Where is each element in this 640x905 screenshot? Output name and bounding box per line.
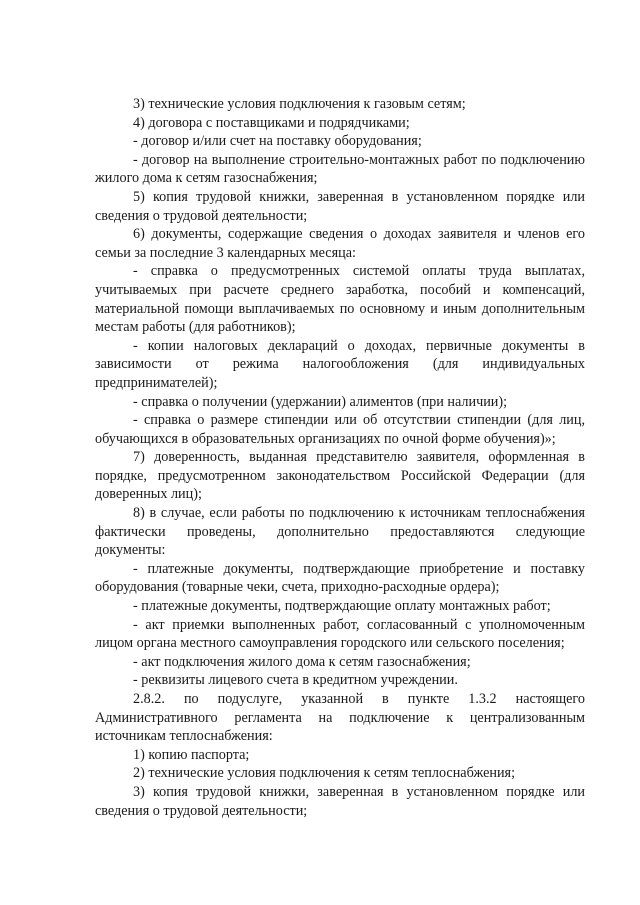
paragraph: - копии налоговых деклараций о доходах, первичные документы в зависимости от режима налогообложения (для индивидуальных предпринимателей); — [95, 337, 585, 391]
paragraph: 3) технические условия подключения к газовым сетям; — [133, 96, 466, 112]
paragraph: 3) копия трудовой книжки, заверенная в установленном порядке или сведения о трудовой деятельности; — [95, 783, 585, 819]
paragraph: 6) документы, содержащие сведения о доходах заявителя и членов его семьи за последние 3 календарных месяца: — [95, 226, 585, 261]
paragraph: - справка о размере стипендии или об отсутствии стипендии (для лиц, обучающихся в образовательных организациях по очной форме обучения)»; — [95, 412, 585, 447]
paragraph: - платежные документы, подтверждающие оплату монтажных работ; — [133, 598, 551, 615]
paragraph: - справка о получении (удержании) алиментов (при наличии); — [133, 393, 508, 410]
paragraph: 4) договора с поставщиками и подрядчиками; — [133, 114, 410, 131]
paragraph: 8) в случае, если работы по подключению к источникам теплоснабжения фактически проведены, дополнительно предоставляются следующие документы: — [95, 505, 585, 559]
paragraph: 7) доверенность, выданная представителю заявителя, оформленная в порядке, предусмотренном законодательством Российской Федерации (для доверенных лиц); — [95, 449, 585, 503]
paragraph: - акт подключения жилого дома к сетям газоснабжения; — [133, 653, 471, 670]
paragraph: 1) копию паспорта; — [133, 746, 250, 763]
paragraph: 5) копия трудовой книжки, заверенная в установленном порядке или сведения о трудовой деятельности; — [95, 188, 585, 224]
paragraph: - платежные документы, подтверждающие приобретение и поставку оборудования (товарные чеки, счета, приходно-расходные ордера); — [95, 560, 585, 596]
paragraph: 2.8.2. по подуслуге, указанной в пункте 1.3.2 настоящего Административного регламента на подключение к централизованным источникам теплоснабжения: — [95, 691, 585, 745]
paragraph: - договор и/или счет на поставку оборудования; — [133, 133, 422, 150]
paragraph: - реквизиты лицевого счета в кредитном учреждении. — [133, 672, 458, 689]
paragraph: - справка о предусмотренных системой оплаты труда выплатах, учитываемых при расчете среднего заработка, пособий и компенсаций, материальной помощи выплачиваемых по основному и иным дополнительным местам работы (для работников); — [95, 263, 585, 336]
document-body — [95, 95, 585, 820]
paragraph: - акт приемки выполненных работ, согласованный с уполномоченным лицом органа местного самоуправления городского или сельского поселения; — [95, 616, 585, 652]
paragraph: - договор на выполнение строительно-монтажных работ по подключению жилого дома к сетям газоснабжения; — [95, 151, 585, 187]
paragraph: 2) технические условия подключения к сетям теплоснабжения; — [133, 765, 516, 782]
